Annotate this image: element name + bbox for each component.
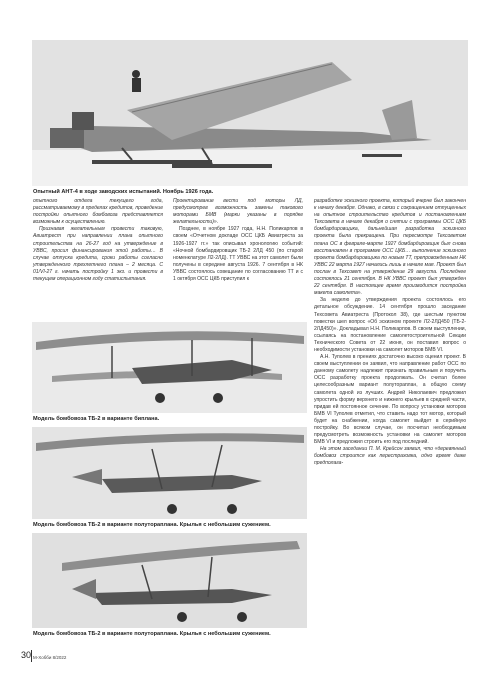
photo-caption: Модель бомбовоза ТБ-2 в варианте полутораплана. Крылья с небольшим сужением. <box>33 522 271 528</box>
photo-tb2-sesquiplane-1 <box>32 427 307 519</box>
tb2-biplane-photo-illustration <box>32 322 307 413</box>
text-column-2 <box>173 198 303 283</box>
photo-caption: Опытный АНТ-4 в ходе заводских испытаний. Ноябрь 1926 года. <box>33 189 214 195</box>
tb2-sesquiplane-photo-illustration <box>32 533 307 628</box>
issue-label: М-Хобби 8/2022 <box>33 655 67 660</box>
text-column-1 <box>33 198 163 283</box>
paragraph: опытного отдела текущего года, рассматриваемому в пределах кредитов, проведение постройки опытного бомбовоза представляется возможным к осуществлению. <box>33 198 163 226</box>
photo-tb2-biplane <box>32 322 307 413</box>
paragraph: Позднее, в ноябре 1927 года, Н.Н. Поликарпов в своем «Отчетном докладе ОСС ЦКБ Авиатреста за 1926-1927 гг.» так описывал хронологию событий: «Ночной бомбардировщик ТБ-2 2ЛД 450 (по старой номенклатуре Л2-2ЛД). ТТ УВВС на этот самолет были получены в середине августа 1926. 7 сентября в НК УВВС состоялось совещание по согласованию ТТ и с 1 октября ОСС ЦКБ приступил к <box>173 226 303 283</box>
tb2-sesquiplane-photo-illustration <box>32 427 307 519</box>
photo-tb2-sesquiplane-2 <box>32 533 307 628</box>
paragraph: А.Н. Туполев в прениях достаточно высоко оценил проект. В своем выступлении он заявил, что направление работ ОСС по данному самолету надлежит признать правильным и поручить ОСС разработку проекта продолжать. Он считал более целесообразным вариант полутораплан, а общую схему самолета одной из лучших. Андрей Николаевич предложил упростить форму верхнего и нижнего крыльев в средней части, придав ей постоянное сечение. По вопросу установки моторов БМВ VI Туполев отметил, что ставить надо тот мотор, который будет на снабжении, когда самолет выйдет в серийную постройку. Во всяком случае, он посчитал необходимым предусмотреть возможность установки на самолет моторов БМВ VI и предложил строить его под последний. <box>314 354 466 446</box>
text-column-3 <box>314 198 466 468</box>
paragraph: Проектирование вести под моторы ЛД, предусмотрев возможность замены такового моторами БМВ (марки указаны в порядке желательности)». <box>173 198 303 226</box>
page-number: 30 <box>21 650 32 660</box>
photo-caption: Модель бомбовоза ТБ-2 в варианте полутораплана. Крылья с небольшим сужением. <box>33 631 271 637</box>
paragraph: На этом заседании П. М. Крейсон заявил, что «деревянный бомбовоз строится как перестраховка, одно время даже предполага- <box>314 446 466 467</box>
folio-divider <box>31 650 32 662</box>
photo-ant4 <box>32 40 468 186</box>
paragraph: разработке эскизного проекта, который вчерне был закончен к началу декабря. Однако, в связи с сокращением отпущенных на опытное строительство кредитов и постановлением Техсовета в начале декабря о снятии с программы ОСС ЦКБ бомбардировщика, дальнейшая разработка эскизного проекта была прекращена. При пересмотре Техсоветом плана ОС в феврале-марте 1927 бомбардировщик был снова восстановлен в программе ОСС ЦКБ… выполнение эскизного проекта бомбардировщика по новым ТТ, препровожденным НК УВВС 22 марта 1927 начались лишь в начале мая. Проект был послан в Техсовет на утверждение 29 августа. Последнее состоялось 21 сентября. В НК УВВС проект был утвержден 22 сентября. В настоящее время производится постройка макета самолета». <box>314 198 466 297</box>
paragraph: За неделю до утверждения проекта состоялось его детальное обсуждение. 14 сентября прошло заседание Техсовета Авиатреста (Протокол 38), где шестым пунктом повестки шел вопрос «Об эскизном проекте Л2-2ЛД450 (ТБ-2-2ЛД450)». Докладывал Н.Н. Поликарпов. В своем выступлении, ссылаясь на постановление самолетостроительной Секции Технического Совета от 22 июня, он поставил вопрос о необходимости установки на самолет моторов БМВ VI. <box>314 297 466 353</box>
photo-caption: Модель бомбовоза ТБ-2 в варианте биплана. <box>33 416 160 422</box>
paragraph: Признавая желательным провести таковую, Авиатрест при направлении плана опытного строительства на 26-27 год на утверждение в УВВС, просил финансирования этой работы… В случае отпуска кредита, сроки работы согласно утвержденного трехлетнего плана – 2 месяца. С 01/VI-27 г. начать постройку 1 экз. и провести в текущем операционном году статиспытания. <box>33 226 163 283</box>
ant4-photo-illustration <box>32 40 468 186</box>
